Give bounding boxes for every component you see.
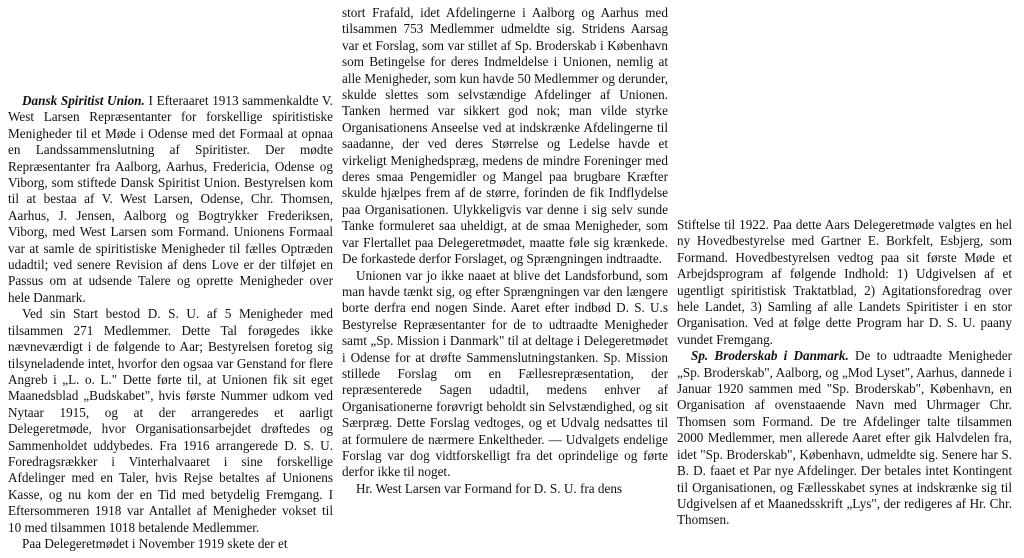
paragraph: Paa Delegeretmødet i November 1919 skete der et [22,535,288,551]
section-heading-sp-broderskab: Sp. Broderskab i Danmark. [691,348,849,364]
paragraph-dansk-spiritist-union [8,93,333,306]
paragraph: Hr. West Larsen var Formand for D. S. U. fra dens [356,480,623,496]
text-column-3 [677,217,1012,529]
paragraph-continued: stort Frafald, idet Afdelingerne i Aalborg og Aarhus med tilsammen 753 Medlemmer udmeldte sig. Stridens Aarsag var et Forslag, som var stillet af Sp. Broderskab i København som Betingelse for deres Indmeldelse i Unionen, nemlig at alle Menigheder, som kun havde 50 Medlemmer og derunder, skulde slettes som selvstændige Afdelinger af Unionen. Tanken hermed var sikkert god nok; man vilde styrke Organisationens Anseelse ved at indskrænke Afdelingerne til saadanne, der ved deres Størrelse og Ledelse havde et virkeligt Menighedspræg, medens de mindre Foreninger med deres smaa Pengemidler og Mangel paa brugbare Kræfter skulde hjælpes frem af de større, forinden de fik Indflydelse paa Organisationen. Ulykkeligvis var denne i sig selv sunde Tanke formuleret saa uheldigt, at de smaa Menigheder, som var Flertallet paa Delegeretmødet, maatte føle sig krænkede. De forkastede derfor Forslaget, og Sprængningen indtraadte. [342,5,668,267]
paragraph-sp-broderskab [677,348,1012,528]
paragraph-text: I Efteraaret 1913 sammenkaldte V. West Larsen Repræsentanter for forskellige spiritistiske Menigheder til et Møde i Odense med det Formaal at opnaa en Landssammenslutning af Spiritister. Der mødte Repræsentanter fra Aalborg, Aarhus, Fredericia, Odense og Viborg, som stiftede Dansk Spiritist Union. Bestyrelsen kom til at bestaa af V. West Larsen, Odense, Chr. Thomsen, Aarhus, J. Jensen, Aalborg og Bogtrykker Frederiksen, Viborg, med West Larsen som Formand. Unionens Formaal var at samle de spiritistiske Menigheder til fælles Optræden udadtil; ved senere Revision af dens Love er der tilføjet en Passus om at udsende Talere og oprette Menigheder over hele Danmark. [8,93,334,305]
paragraph: Unionen var jo ikke naaet at blive det Landsforbund, som man havde tænkt sig, og efter Sprængningen var den længere borte derfra end nogen Sinde. Aaret efter indbød D. S. U.s Bestyrelse Repræsentanter for de to udtraadte Menigheder samt „Sp. Mission i Danmark" til at deltage i Delegeretmødet i Odense for at drøfte Sammenslutningstanken. Sp. Mission stillede Forslag om en Fællesrepræsentation, der repræsenterede Sagen udadtil, medens enhver af Organisationerne forøvrigt beholdt sin Selvstændighed, og sit Særpræg. Dette Forslag vedtoges, og et Udvalg nedsattes til at formulere de nærmere Enkeltheder. — Udvalgets endelige Forslag var dog vidtforskelligt fra det oprindelige og førte derfor ikke til noget. [342,267,668,480]
paragraph: Ved sin Start bestod D. S. U. af 5 Menigheder med tilsammen 271 Medlemmer. Dette Tal forøgedes ikke nævneværdigt i de følgende to Aar; Bestyrelsen foretog sig tilsyneladende intet, hvorfor den ogsaa var Genstand for flere Angreb i „L. o. L." Dette førte til, at Unionen fik sit eget Maanedsblad „Budskabet", hvis første Nummer udkom ved Nytaar 1915, og at der arrangeredes et aarligt Delegeretmøde, hvor Organisationsarbejdet drøftedes og Sammenholdet uddybedes. Fra 1916 arrangerede D. S. U. Foredragsrækker i Vinterhalvaaret i sine forskellige Afdelinger med en Taler, hvis Rejse betaltes af Unionens Kasse, og nu kom der en Tid med betydelig Fremgang. I Eftersommeren 1918 var Antallet af Menigheder vokset til 10 med tilsammen 1018 betalende Medlemmer. [8,306,333,535]
text-column-2 [342,5,668,497]
paragraph-text: De to udtraadte Menigheder „Sp. Broderskab", Aalborg, og „Mod Lyset", Aarhus, dannede i Januar 1920 sammen med "Sp. Broderskab", København, en Organisation af ovenstaaende Navn med Uhrmager Chr. Thomsen som Formand. De tre Afdelinger talte tilsammen 2000 Medlemmer, men allerede Aaret efter gik Halvdelen fra, idet "Sp. Broderskab", København, udmeldte sig. Senere har S. B. D. faaet et Par nye Afdelinger. Der betales intet Kontingent til Organisationen, og Fællesskabet synes at indskrænke sig til Udgivelsen af et Maanedsskrift „Lys", der redigeres af Hr. Chr. Thomsen. [677,348,1012,528]
text-column-1 [8,93,333,552]
section-heading-dansk-spiritist-union: Dansk Spiritist Union. [22,93,145,108]
paragraph-continued: Stiftelse til 1922. Paa dette Aars Delegeretmøde valgtes en hel ny Hovedbestyrelse med Gartner E. Borkfelt, Esbjerg, som Formand. Hovedbestyrelsen vedtog paa sit første Møde et Arbejdsprogram af følgende Indhold: 1) Udgivelsen af et ugentligt spiritistisk Traktatblad, 2) Agitationsforedrag over hele Landet, 3) Samling af alle Landets Spiritister i en stor Organisation. Ved at følge dette Program har D. S. U. paany vundet Fremgang. [677,217,1012,347]
